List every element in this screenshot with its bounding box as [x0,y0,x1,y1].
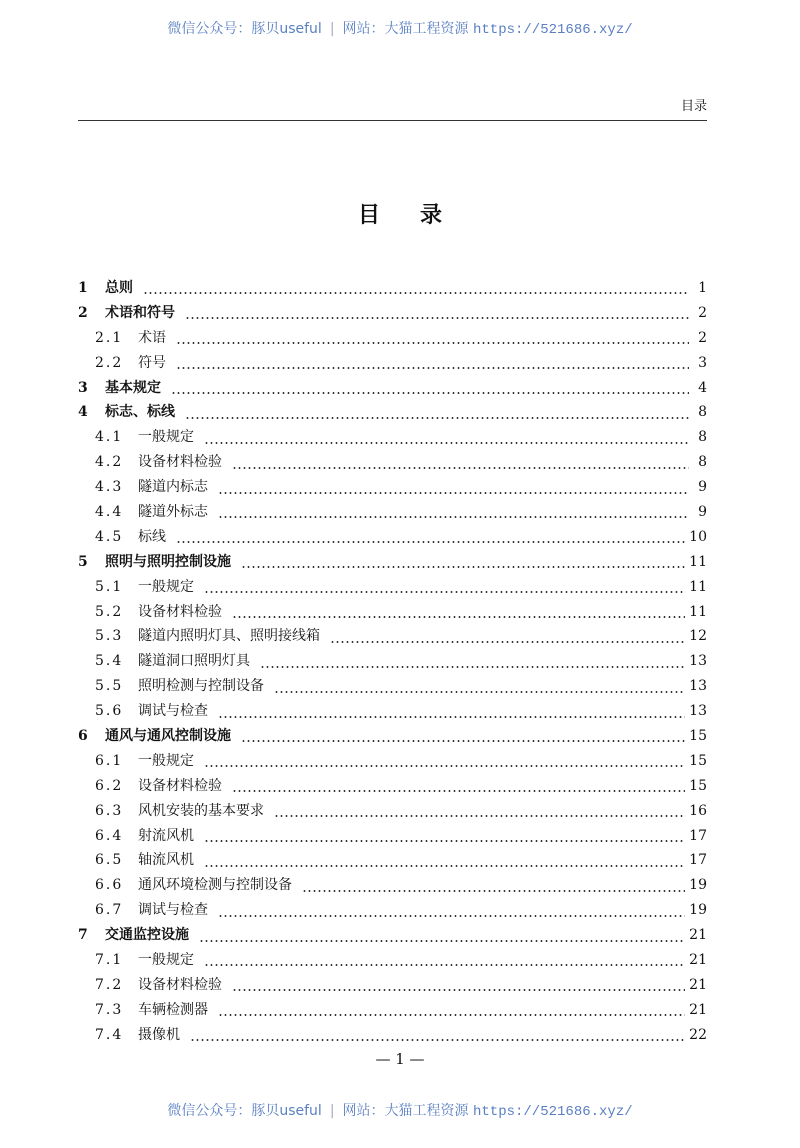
toc-page: 21 [689,927,707,944]
toc-entry[interactable] [78,650,707,675]
leader-dots [260,666,685,668]
toc-title: 标线 [138,528,166,545]
toc-page: 11 [689,553,707,570]
watermark-prefix: 微信公众号：豚贝useful [167,21,322,37]
toc-title: 总则 [105,280,133,296]
toc-title: 符号 [138,354,166,371]
toc-entry[interactable] [78,476,707,501]
toc-title: 一般规定 [138,952,194,969]
table-of-contents [78,277,707,1049]
toc-number: 6.1 [95,752,124,769]
leader-dots [204,591,685,593]
toc-page: 8 [698,429,707,446]
leader-dots [204,442,689,444]
toc-entry[interactable] [78,974,707,999]
toc-number: 6.4 [95,827,124,844]
toc-title: 标志、标线 [105,404,175,421]
leader-dots [274,815,685,817]
watermark-bottom [0,1100,800,1120]
toc-title: 交通监控设施 [105,927,189,944]
toc-title: 术语 [138,329,166,346]
toc-entry[interactable] [78,725,707,750]
leader-dots [241,566,685,568]
toc-number: 5.6 [95,703,124,720]
toc-entry[interactable] [78,327,707,352]
watermark-top [0,18,800,38]
toc-page: 16 [689,802,707,819]
toc-number: 5.2 [95,603,124,620]
toc-title: 摄像机 [138,1026,180,1043]
toc-number: 2.2 [95,354,124,371]
leader-dots [199,940,685,942]
toc-number: 3 [78,379,88,396]
leader-dots [218,492,689,494]
toc-number: 6.2 [95,777,124,794]
toc-page: 8 [698,454,707,471]
toc-entry[interactable] [78,426,707,451]
toc-entry[interactable] [78,601,707,626]
toc-page: 12 [689,628,707,645]
leader-dots [204,840,685,842]
toc-entry[interactable] [78,999,707,1024]
toc-number: 2.1 [95,329,124,346]
toc-page: 11 [689,603,707,620]
toc-entry[interactable] [78,377,707,402]
watermark-site: 网站：大猫工程资源 [342,1103,469,1119]
toc-entry[interactable] [78,825,707,850]
toc-number: 4.1 [95,429,124,446]
toc-number: 7 [78,927,88,944]
watermark-prefix: 微信公众号：豚贝useful [167,1103,322,1119]
toc-title: 调试与检查 [138,902,208,919]
watermark-separator: | [329,21,335,37]
toc-number: 6.5 [95,852,124,869]
leader-dots [218,915,685,917]
toc-number: 5.1 [95,578,124,595]
toc-page: 15 [689,752,707,769]
toc-page: 10 [689,528,707,545]
toc-page: 9 [698,504,707,521]
watermark-separator: | [329,1103,335,1119]
toc-title: 隧道内标志 [138,479,208,496]
toc-number: 5.4 [95,653,124,670]
toc-number: 4 [78,404,88,421]
toc-number: 7.4 [95,1026,124,1043]
toc-page: 3 [698,354,707,371]
toc-number: 4.4 [95,504,124,521]
toc-page: 21 [689,976,707,993]
leader-dots [204,964,685,966]
toc-entry[interactable] [78,277,707,302]
toc-entry[interactable] [78,526,707,551]
toc-page: 21 [689,952,707,969]
toc-number: 7.1 [95,952,124,969]
toc-title: 调试与检查 [138,703,208,720]
leader-dots [232,467,689,469]
toc-number: 6.7 [95,902,124,919]
leader-dots [232,989,685,991]
toc-entry[interactable] [78,675,707,700]
toc-number: 5 [78,553,88,570]
toc-entry[interactable] [78,700,707,725]
leader-dots [330,641,685,643]
toc-title: 车辆检测器 [138,1001,208,1018]
toc-number: 2 [78,304,88,321]
toc-title: 一般规定 [138,578,194,595]
toc-title: 照明与照明控制设施 [105,553,231,570]
header-rule [78,120,707,121]
toc-number: 7.2 [95,976,124,993]
leader-dots [218,1014,685,1016]
leader-dots [176,541,685,543]
toc-page: 15 [689,728,707,745]
toc-title: 通风与通风控制设施 [105,728,231,745]
page-number: — 1 — [375,1050,425,1068]
toc-number: 4.2 [95,454,124,471]
leader-dots [171,392,689,394]
toc-title: 射流风机 [138,827,194,844]
toc-title: 设备材料检验 [138,454,222,471]
toc-number: 5.3 [95,628,124,645]
toc-title: 设备材料检验 [138,603,222,620]
toc-entry[interactable] [78,750,707,775]
toc-title: 风机安装的基本要求 [138,802,264,819]
toc-entry[interactable] [78,352,707,377]
toc-title: 一般规定 [138,752,194,769]
toc-number: 7.3 [95,1001,124,1018]
toc-entry[interactable] [78,849,707,874]
page-title: 目录 [357,203,482,228]
toc-entry[interactable] [78,501,707,526]
toc-entry[interactable] [78,401,707,426]
toc-title: 基本规定 [105,379,161,396]
toc-entry[interactable] [78,899,707,924]
toc-page: 21 [689,1001,707,1018]
leader-dots [176,342,689,344]
leader-dots [241,740,685,742]
toc-number: 6 [78,728,88,745]
toc-entry[interactable] [78,924,707,949]
toc-number: 5.5 [95,678,124,695]
leader-dots [302,890,685,892]
toc-page: 13 [689,678,707,695]
toc-entry[interactable] [78,576,707,601]
toc-entry[interactable] [78,1024,707,1049]
toc-page: 11 [689,578,707,595]
toc-page: 19 [689,877,707,894]
toc-entry[interactable] [78,775,707,800]
toc-title: 轴流风机 [138,852,194,869]
toc-page: 9 [698,479,707,496]
toc-page: 19 [689,902,707,919]
toc-title: 隧道内照明灯具、照明接线箱 [138,628,320,645]
leader-dots [218,516,689,518]
watermark-site: 网站：大猫工程资源 [342,21,469,37]
toc-title: 设备材料检验 [138,777,222,794]
toc-page: 17 [689,852,707,869]
toc-page: 17 [689,827,707,844]
toc-entry[interactable] [78,625,707,650]
toc-entry[interactable] [78,451,707,476]
leader-dots [143,292,689,294]
toc-page: 2 [698,329,707,346]
toc-entry[interactable] [78,800,707,825]
leader-dots [204,765,685,767]
toc-page: 22 [689,1026,707,1043]
leader-dots [218,716,685,718]
toc-number: 6.3 [95,802,124,819]
leader-dots [274,691,685,693]
toc-title: 一般规定 [138,429,194,446]
toc-entry[interactable] [78,551,707,576]
leader-dots [176,367,689,369]
toc-title: 隧道洞口照明灯具 [138,653,250,670]
toc-number: 6.6 [95,877,124,894]
toc-page: 2 [698,304,707,321]
toc-page: 15 [689,777,707,794]
leader-dots [232,790,685,792]
toc-page: 1 [698,280,707,296]
toc-number: 1 [78,280,88,296]
toc-page: 4 [698,379,707,396]
leader-dots [185,317,689,319]
toc-title: 术语和符号 [105,304,175,321]
toc-entry[interactable] [78,874,707,899]
leader-dots [185,417,689,419]
watermark-url[interactable]: https://521686.xyz/ [473,1104,633,1120]
toc-number: 4.3 [95,479,124,496]
toc-title: 设备材料检验 [138,976,222,993]
toc-title: 照明检测与控制设备 [138,678,264,695]
watermark-url[interactable]: https://521686.xyz/ [473,22,633,38]
toc-page: 13 [689,653,707,670]
toc-title: 通风环境检测与控制设备 [138,877,292,894]
toc-page: 13 [689,703,707,720]
toc-entry[interactable] [78,949,707,974]
toc-page: 8 [698,404,707,421]
leader-dots [232,616,685,618]
running-header: 目录 [680,99,707,114]
toc-number: 4.5 [95,528,124,545]
toc-title: 隧道外标志 [138,504,208,521]
leader-dots [190,1039,685,1041]
toc-entry[interactable] [78,302,707,327]
leader-dots [204,865,685,867]
